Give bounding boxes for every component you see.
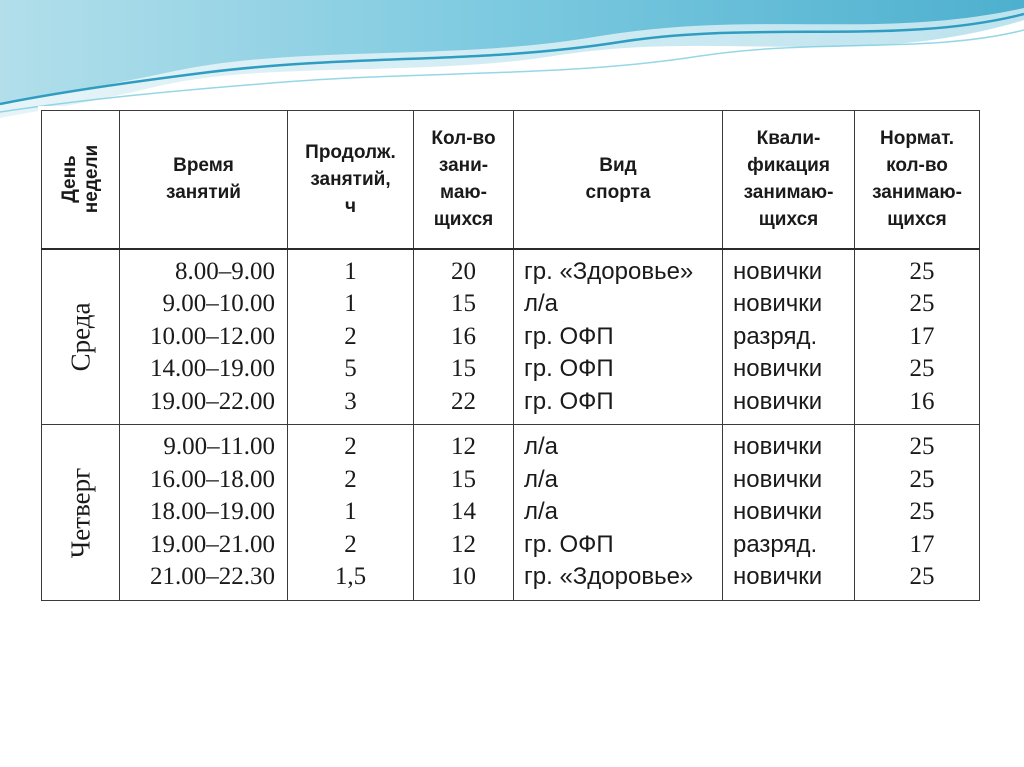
- header-day-line: День: [58, 155, 80, 204]
- norm-value: 17: [909, 530, 935, 558]
- norm-value: 25: [909, 465, 935, 493]
- norm-value: 25: [909, 498, 935, 526]
- time-value: 21.00–22.30: [150, 563, 275, 591]
- qualification-value: новички: [733, 433, 823, 461]
- header-sport-line: спорта: [585, 182, 651, 204]
- count-value: 14: [451, 498, 476, 526]
- count-cell: [414, 425, 514, 601]
- header-time-line: Время: [173, 155, 234, 177]
- qualification-value: новички: [733, 355, 823, 382]
- count-value: 15: [451, 355, 476, 382]
- day-label: Четверг: [65, 467, 95, 558]
- header-time: [120, 111, 288, 249]
- norm-value: 25: [909, 563, 935, 591]
- norm-value: 17: [909, 322, 935, 350]
- header-duration: [288, 111, 414, 249]
- qualification-value: разряд.: [733, 530, 818, 558]
- sport-value: гр. ОФП: [524, 530, 614, 558]
- sport-value: гр. ОФП: [524, 355, 614, 382]
- sport-value: л/а: [524, 498, 559, 526]
- group-row: [42, 425, 980, 601]
- time-value: 19.00–22.00: [150, 387, 275, 415]
- header-count-line: маю-: [440, 182, 487, 204]
- qualification-value: разряд.: [733, 322, 818, 350]
- schedule-sheet: [38, 106, 986, 606]
- group-row: [42, 249, 980, 425]
- duration-value: 2: [344, 530, 357, 558]
- header-norm-line: Нормат.: [880, 128, 954, 150]
- header-count: [414, 111, 514, 249]
- count-value: 12: [451, 530, 476, 558]
- qualification-cell: [723, 425, 855, 601]
- header-qualification: [723, 111, 855, 249]
- sport-cell: [514, 249, 723, 425]
- count-value: 15: [451, 290, 476, 317]
- duration-value: 2: [344, 465, 357, 493]
- norm-cell: [855, 249, 980, 425]
- sport-value: гр. ОФП: [524, 387, 614, 415]
- duration-value: 5: [344, 355, 357, 382]
- header-norm-line: щихся: [887, 209, 947, 231]
- duration-value: 2: [344, 433, 357, 461]
- sport-value: л/а: [524, 433, 559, 461]
- sport-value: л/а: [524, 465, 559, 493]
- qualification-value: новички: [733, 290, 823, 317]
- duration-value: 1: [344, 290, 357, 317]
- norm-value: 25: [909, 355, 935, 382]
- sport-value: гр. ОФП: [524, 322, 614, 350]
- sport-cell: [514, 425, 723, 601]
- time-value: 14.00–19.00: [150, 355, 275, 382]
- header-qualification-line: Квали-: [756, 128, 821, 150]
- header-norm: [855, 111, 980, 249]
- day-label: Среда: [65, 302, 95, 372]
- time-value: 9.00–11.00: [163, 433, 275, 461]
- count-value: 16: [451, 322, 476, 350]
- qualification-value: новички: [733, 498, 823, 526]
- header-qualification-line: занимаю-: [743, 182, 834, 204]
- count-value: 15: [451, 465, 476, 493]
- header-row: [42, 111, 980, 249]
- header-qualification-line: фикация: [747, 155, 830, 177]
- qualification-value: новички: [733, 563, 823, 591]
- count-value: 22: [451, 387, 476, 415]
- qualification-value: новички: [733, 257, 823, 285]
- header-count-line: зани-: [438, 155, 489, 177]
- count-value: 10: [451, 563, 476, 591]
- time-value: 10.00–12.00: [150, 322, 275, 350]
- norm-value: 25: [909, 433, 935, 461]
- time-value: 16.00–18.00: [150, 465, 275, 493]
- header-count-line: щихся: [433, 209, 494, 231]
- duration-cell: [288, 425, 414, 601]
- sport-value: л/а: [524, 290, 559, 317]
- count-cell: [414, 249, 514, 425]
- duration-value: 2: [344, 322, 357, 350]
- time-value: 19.00–21.00: [150, 530, 275, 558]
- time-cell: [120, 425, 288, 601]
- header-sport: [514, 111, 723, 249]
- duration-cell: [288, 249, 414, 425]
- day-cell: [42, 425, 120, 601]
- header-qualification-line: щихся: [758, 209, 819, 231]
- duration-value: 1: [344, 257, 357, 285]
- count-value: 12: [451, 433, 476, 461]
- time-value: 18.00–19.00: [150, 498, 275, 526]
- qualification-value: новички: [733, 387, 823, 415]
- header-norm-line: занимаю-: [872, 182, 962, 204]
- count-value: 20: [451, 257, 476, 285]
- header-duration-line: ч: [344, 195, 357, 217]
- duration-value: 3: [344, 387, 357, 415]
- norm-value: 25: [909, 290, 935, 317]
- header-duration-line: Продолж.: [305, 141, 396, 163]
- time-value: 8.00–9.00: [175, 257, 275, 285]
- time-value: 9.00–10.00: [162, 290, 275, 317]
- norm-value: 16: [909, 387, 935, 415]
- norm-cell: [855, 425, 980, 601]
- qualification-value: новички: [733, 465, 823, 493]
- duration-value: 1: [344, 498, 357, 526]
- header-time-line: занятий: [166, 182, 241, 204]
- duration-value: 1,5: [334, 563, 367, 591]
- header-sport-line: Вид: [599, 155, 637, 177]
- header-day-line: недели: [80, 145, 102, 214]
- header-norm-line: кол-во: [886, 155, 948, 177]
- schedule-table: [41, 110, 980, 601]
- header-day: [42, 111, 120, 249]
- sport-value: гр. «Здоровье»: [524, 257, 694, 285]
- day-cell: [42, 249, 120, 425]
- header-count-line: Кол-во: [431, 128, 496, 150]
- header-duration-line: занятий,: [310, 168, 391, 190]
- sport-value: гр. «Здоровье»: [524, 563, 694, 591]
- time-cell: [120, 249, 288, 425]
- qualification-cell: [723, 249, 855, 425]
- norm-value: 25: [909, 257, 935, 285]
